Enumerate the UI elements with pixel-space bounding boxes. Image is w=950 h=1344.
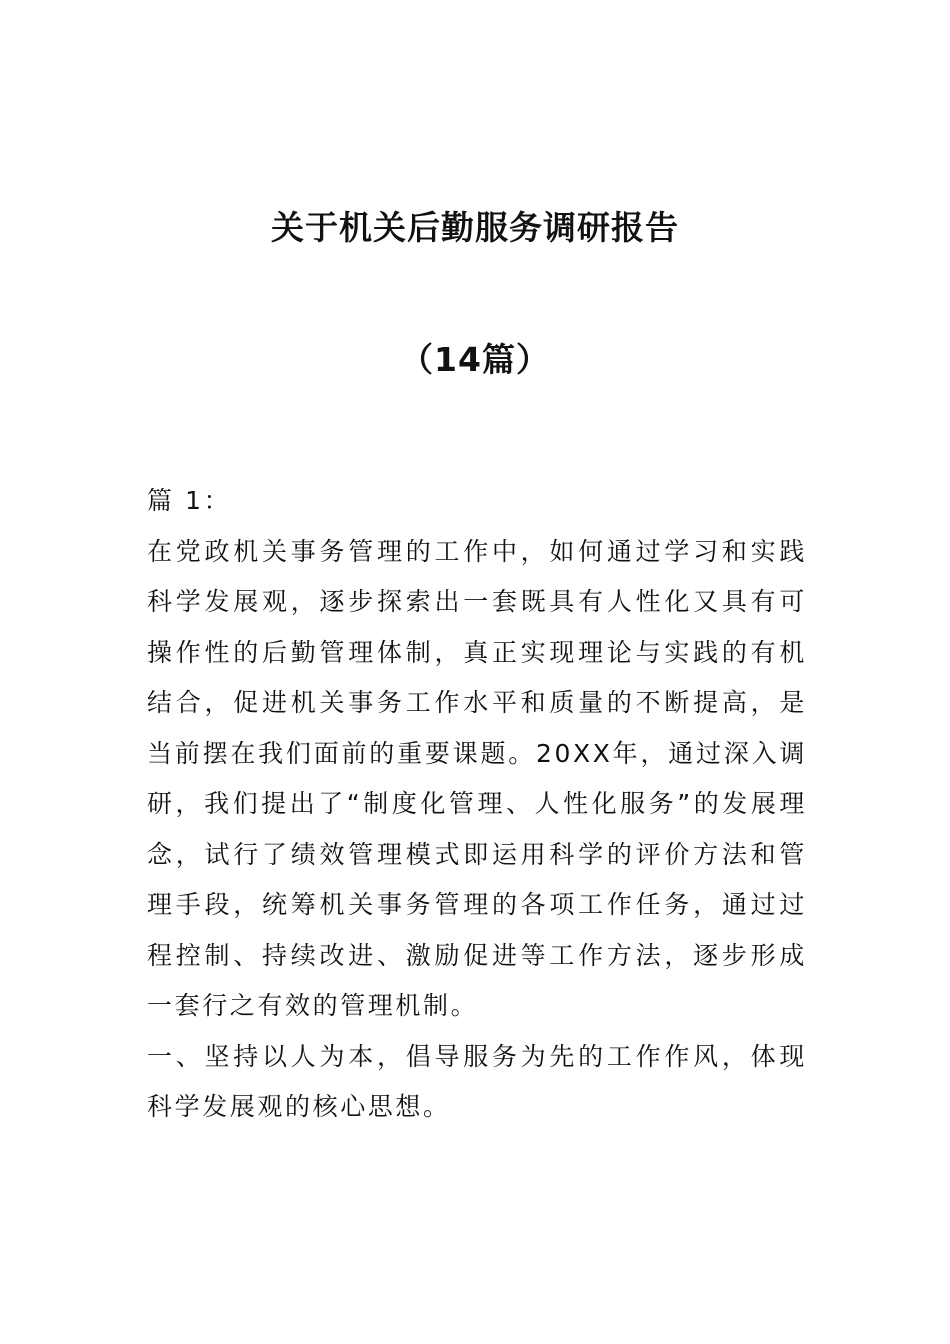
- body-paragraph-1: 在党政机关事务管理的工作中，如何通过学习和实践科学发展观，逐步探索出一套既具有人性化又具有可操作性的后勤管理体制，真正实现理论与实践的有机结合，促进机关事务工作水平和质量的不断提高，是当前摆在我们面前的重要课题。20XX年，通过深入调研，我们提出了“制度化管理、人性化服务”的发展理念，试行了绩效管理模式即运用科学的评价方法和管理手段，统筹机关事务管理的各项工作任务，通过过程控制、持续改进、激励促进等工作方法，逐步形成一套行之有效的管理机制。: [147, 536, 807, 1020]
- document-subtitle: （14篇）: [400, 340, 550, 379]
- document-title: 关于机关后勤服务调研报告: [271, 208, 679, 247]
- body-paragraph-2: 一、坚持以人为本，倡导服务为先的工作作风，体现科学发展观的核心思想。: [147, 1041, 807, 1121]
- document-body: [147, 476, 807, 1133]
- section-label: 篇 1：: [147, 486, 232, 515]
